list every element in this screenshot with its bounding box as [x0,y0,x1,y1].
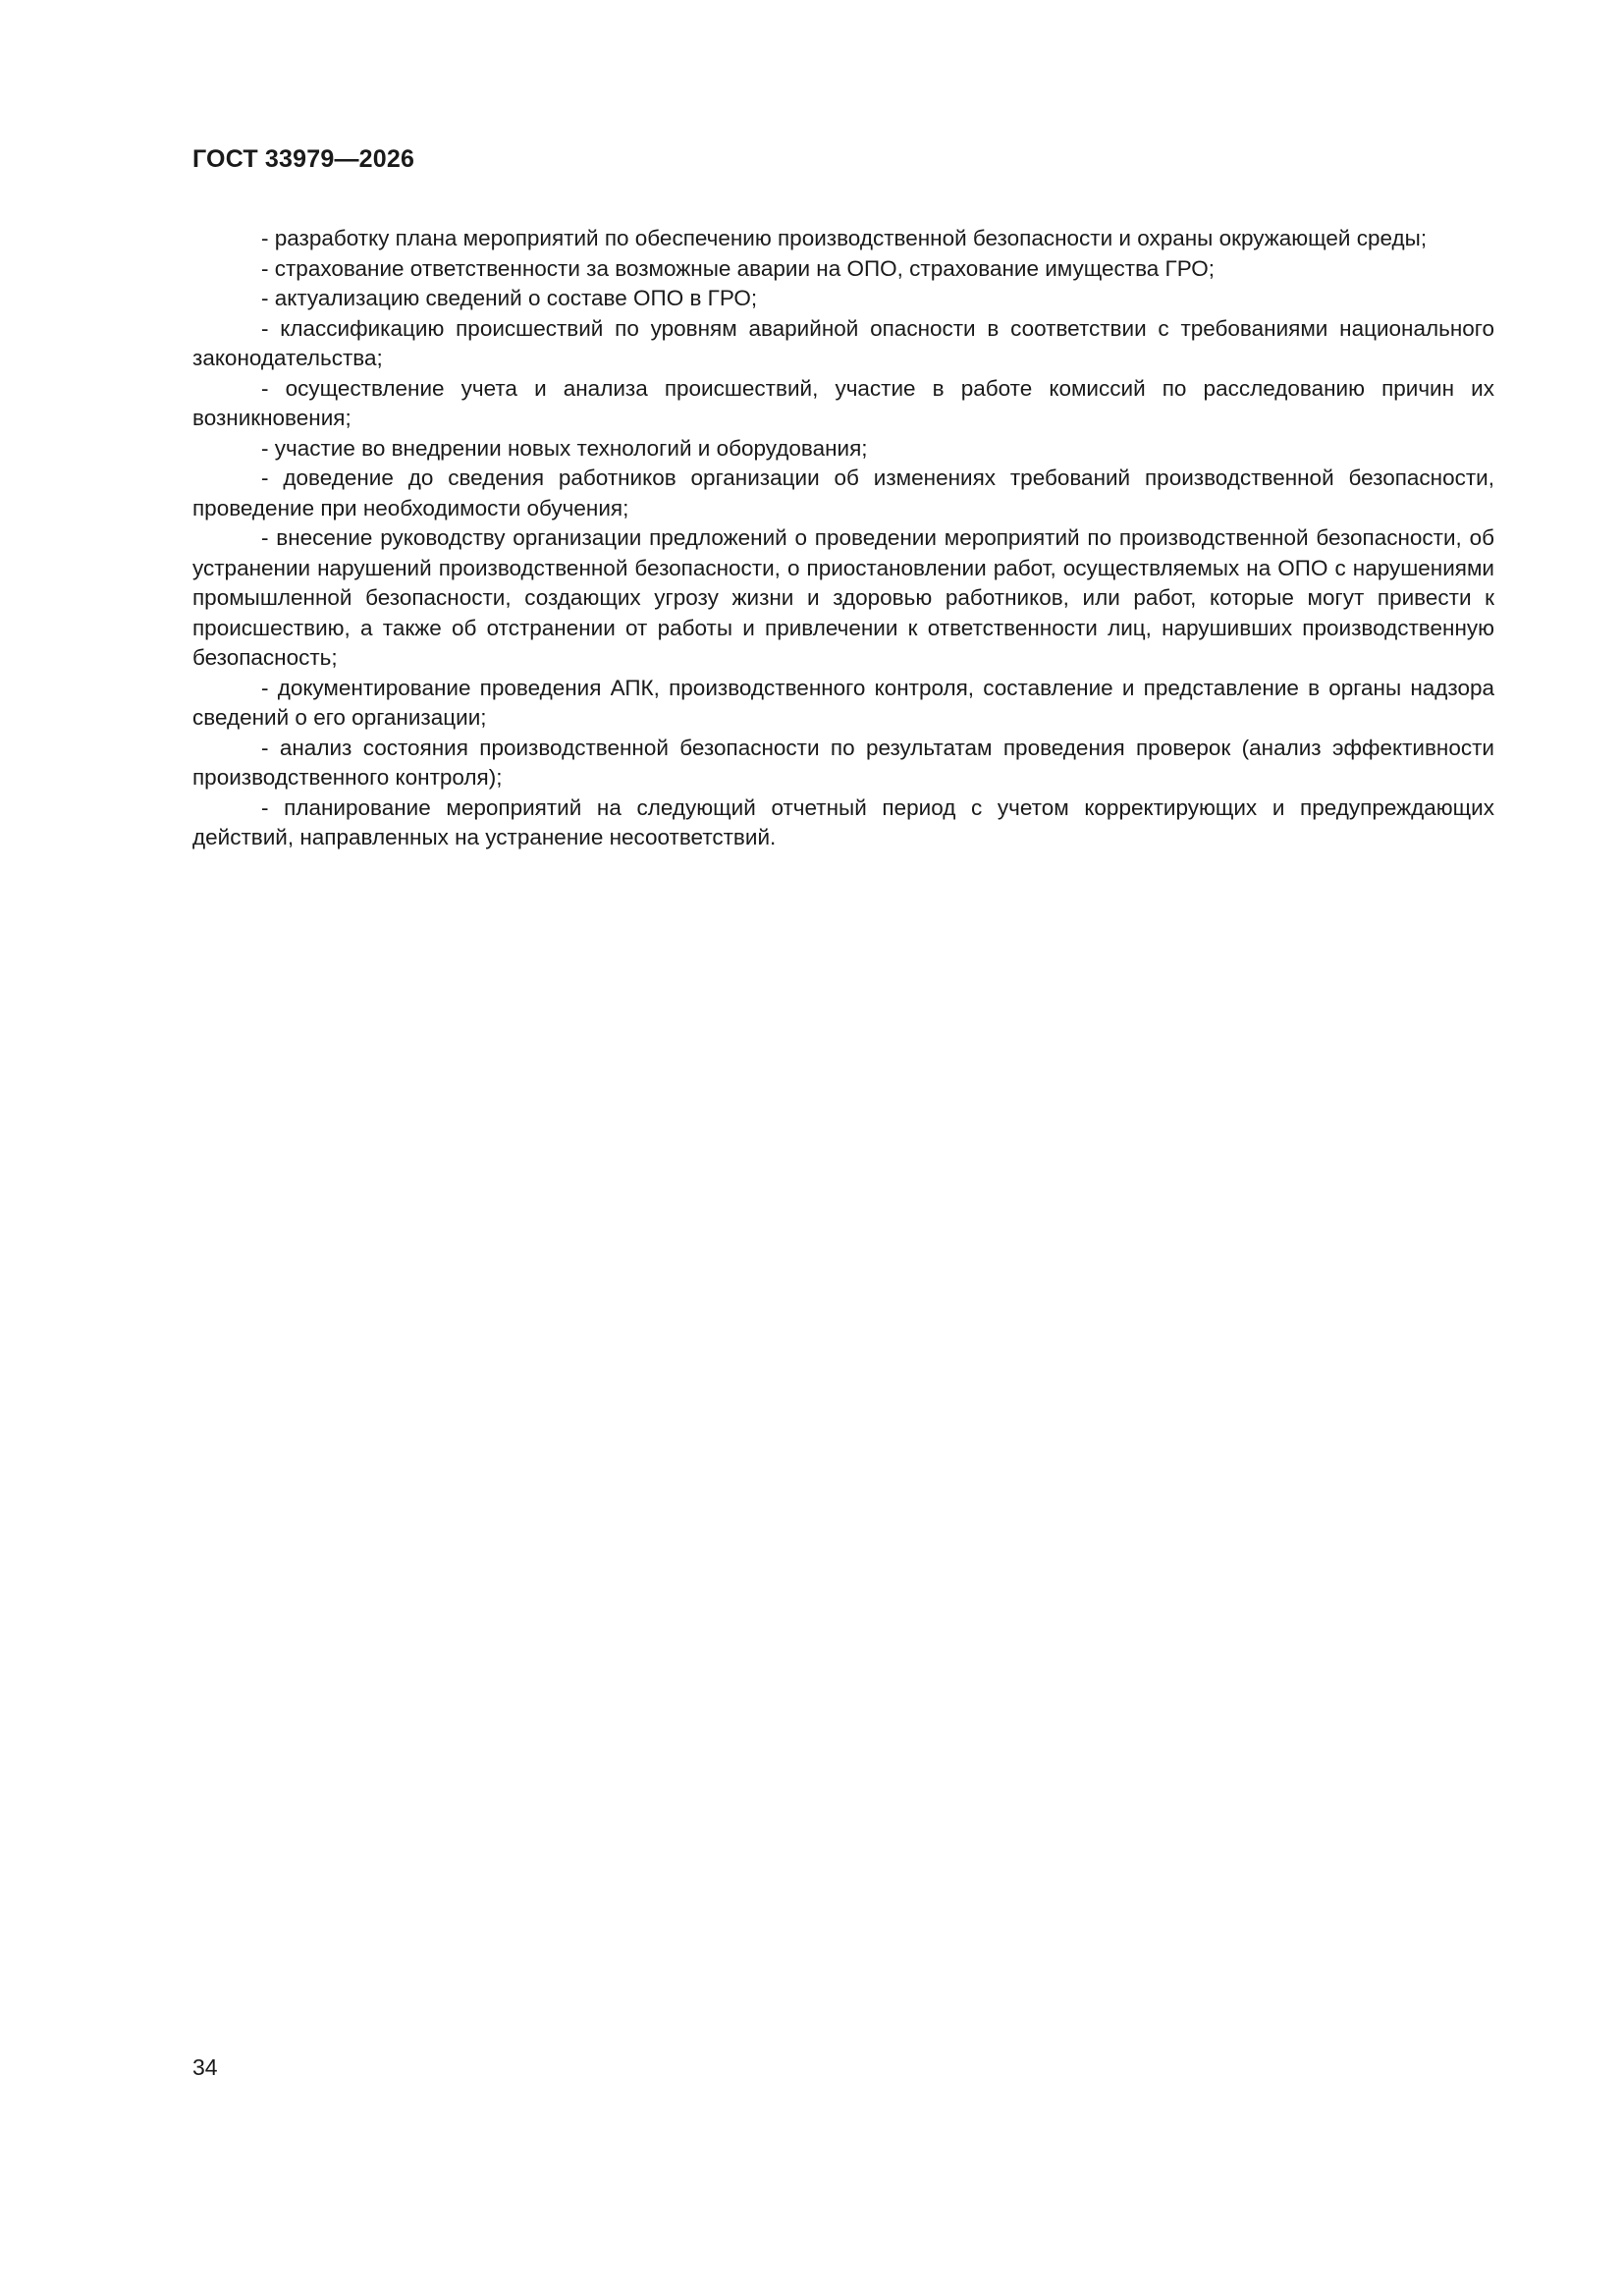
document-header: ГОСТ 33979—2026 [192,145,415,173]
list-item: - классификацию происшествий по уровням аварийной опасности в соответствии с требованиями национального законодательства; [192,315,1494,370]
list-item: - участие во внедрении новых технологий и оборудования; [261,435,868,461]
list-item: - внесение руководству организации предложений о проведении мероприятий по производственной безопасности, об устранении нарушений производственной безопасности, о приостановлении работ, осуществляемых на ОПО с нарушениями промышленной безопасности, создающих угрозу жизни и здоровью работников, или работ, которые могут привести к происшествию, а также об отстранении от работы и привлечении к ответственности лиц, нарушивших производственную безопасность; [192,525,1494,670]
list-item: - осуществление учета и анализа происшествий, участие в работе комиссий по расследованию причин их возникновения; [192,375,1494,430]
page-number: 34 [192,2054,218,2080]
list-item: - анализ состояния производственной безопасности по результатам проведения проверок (анализ эффективности производственного контроля); [192,735,1494,790]
list-item: - разработку плана мероприятий по обеспечению производственной безопасности и охраны окружающей среды; [261,226,1428,250]
list-item: - планирование мероприятий на следующий отчетный период с учетом корректирующих и предупреждающих действий, направленных на устранение несоответствий. [192,794,1494,849]
list-item: - доведение до сведения работников организации об изменениях требований производственной безопасности, проведение при необходимости обучения; [192,465,1494,520]
list-item: - актуализацию сведений о составе ОПО в ГРО; [261,286,758,310]
list-item: - страхование ответственности за возможные аварии на ОПО, страхование имущества ГРО; [261,255,1216,281]
document-body [192,224,1494,853]
list-item: - документирование проведения АПК, производственного контроля, составление и представление в органы надзора сведений о его организации; [192,675,1494,730]
